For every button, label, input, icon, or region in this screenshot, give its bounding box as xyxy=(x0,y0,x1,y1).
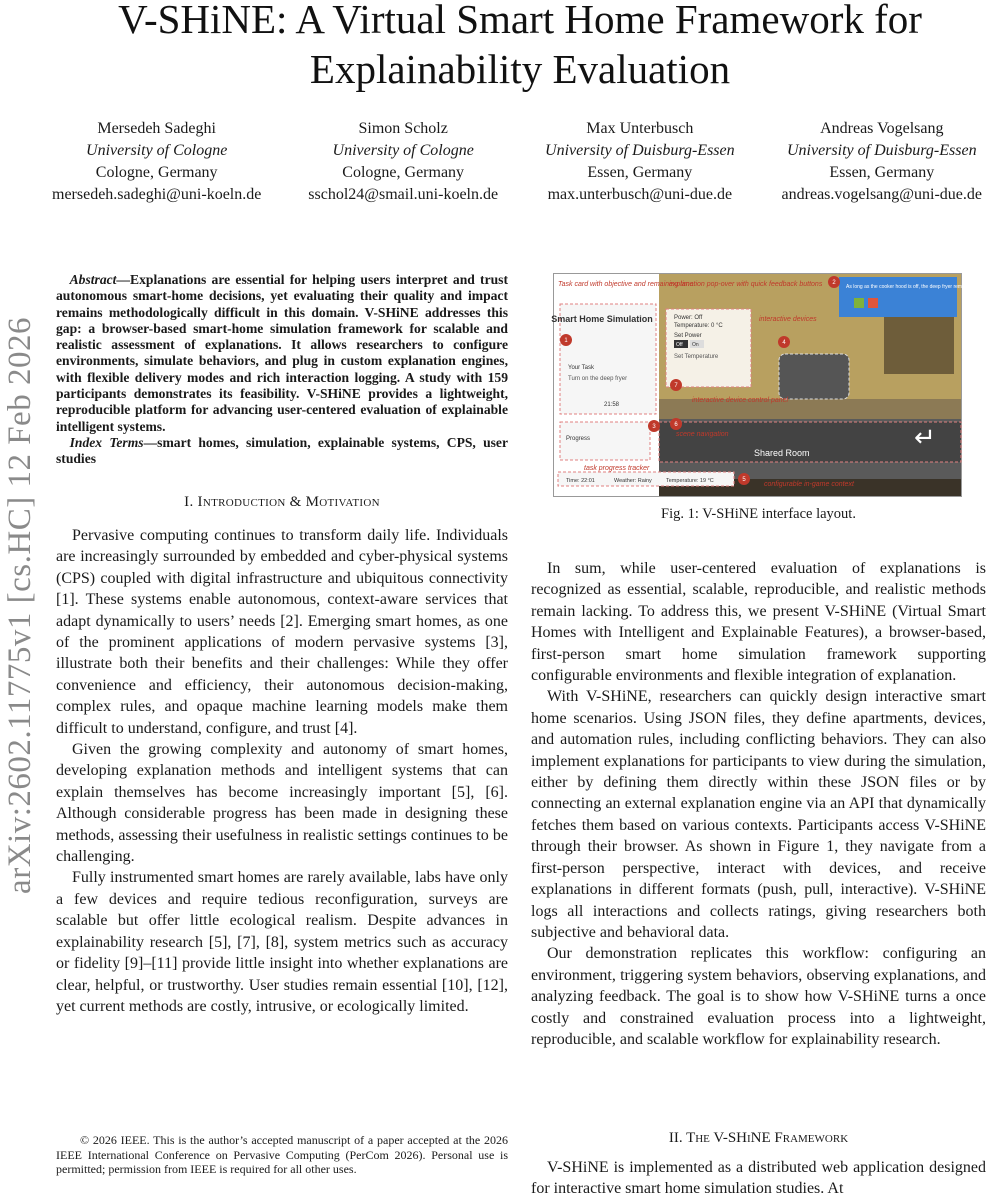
figure-caption: Fig. 1: V-SHiNE interface layout. xyxy=(661,506,856,522)
annotation-popover: explanation pop-over with quick feedback buttons xyxy=(669,281,823,288)
author-affiliation: University of Duisburg-Essen xyxy=(545,142,735,159)
context-weather: Weather: Rainy xyxy=(614,478,652,484)
index-terms-text: —smart homes, simulation, explainable systems, CPS, user studies xyxy=(56,434,508,467)
marker-label: 5 xyxy=(742,477,746,483)
task-label: Your Task xyxy=(568,365,595,371)
task-timer: 21:58 xyxy=(604,402,620,408)
author-name: Max Unterbusch xyxy=(586,120,694,137)
off-label: Off xyxy=(676,342,683,348)
author-location: Cologne, Germany xyxy=(95,164,218,181)
author-location: Essen, Germany xyxy=(587,164,693,181)
annotation-task-card: Task card with objective and remaining time xyxy=(558,281,694,288)
thumbs-up-icon xyxy=(854,298,864,308)
set-temperature-label: Set Temperature xyxy=(674,354,719,360)
paragraph: Pervasive computing continues to transform daily life. Individuals are increasingly surrounded by embedded and cyber-physical systems (CPS) coupled with digital infrastructure and ubiquitous connectivity [1]. These systems enable autonomous, context-aware services that adapt dynamically to users’ needs [2]. Emerging smart homes, as one of the prominent applications of modern pervasive systems [3], illustrate both their benefits and their challenges: While they offer convenience and efficiency, their autonomous decision-making, complex rules, and opaque machine learning models make them difficult to understand, configure, and trust [4]. xyxy=(56,526,508,737)
context-temperature: Temperature: 19 °C xyxy=(666,478,714,484)
marker-label: 7 xyxy=(674,383,678,389)
back-arrow-icon: ↵ xyxy=(914,423,936,453)
section-heading: I. Introduction & Motivation xyxy=(184,493,380,510)
author-email: mersedeh.sadeghi@uni-koeln.de xyxy=(52,186,262,203)
progress-label: Progress xyxy=(566,436,591,442)
author-email: sschol24@smail.uni-koeln.de xyxy=(308,186,499,203)
popover-text: As long as the cooker hood is off, the deep fryer remains off xyxy=(846,284,979,290)
section-heading: II. The V-SHiNE Framework xyxy=(668,1130,849,1146)
marker-label: 6 xyxy=(674,422,678,428)
annotation-task-progress: task progress tracker xyxy=(584,465,650,472)
interface-illustration xyxy=(551,274,979,496)
set-power-label: Set Power xyxy=(674,333,702,339)
arxiv-stamp: arXiv:2602.11775v1 [cs.HC] 12 Feb 2026 xyxy=(1,316,38,894)
marker-label: 1 xyxy=(564,338,568,344)
abstract-label: Abstract xyxy=(69,272,117,287)
simulation-title: Smart Home Simulation xyxy=(551,314,653,324)
room-label: Shared Room xyxy=(754,448,810,458)
paragraph: Given the growing complexity and autonomy of smart homes, developing explanation methods and intelligent systems that can explain themselves has become increasingly important [5], [6]. Although considerable progress has been made in designing these methods, assessing their usefulness in realistic settings continues to be challenging. xyxy=(56,741,508,866)
title-line-1: V-SHiNE: A Virtual Smart Home Framework for xyxy=(118,0,922,42)
left-column xyxy=(56,272,508,1017)
context-time: Time: 22:01 xyxy=(566,478,595,484)
author-name: Simon Scholz xyxy=(358,120,448,137)
marker-label: 3 xyxy=(652,424,656,430)
paragraph: V-SHiNE is implemented as a distributed web application designed for interactive smart home simulation studies. At xyxy=(531,1159,986,1198)
paragraph: With V-SHiNE, researchers can quickly design interactive smart home scenarios. Using JSON files, they define apartments, devices, and automation rules, including conflicting behaviors. They can also implement explanations for participants to view during the simulation, either by defining them directly within these JSON files or by connecting an external explanation engine via an API that dynamically fetches them based on various contexts. Participants access V-SHiNE through their browser. As shown in Figure 1, they navigate from a first-person perspective, interact with devices, and receive explanations in different formats (push, pull, interactive). V-SHiNE logs all interactions and collects ratings, giving researchers both subjective and behavioral data. xyxy=(531,688,986,941)
author-email: andreas.vogelsang@uni-due.de xyxy=(781,186,982,203)
author-affiliation: University of Cologne xyxy=(332,142,474,159)
task-text: Turn on the deep fryer xyxy=(568,376,628,382)
author-email: max.unterbusch@uni-due.de xyxy=(547,186,733,203)
marker-label: 4 xyxy=(782,340,786,346)
author xyxy=(545,118,735,206)
power-status: Power: Off xyxy=(674,315,703,321)
author xyxy=(308,118,498,206)
author-name: Andreas Vogelsang xyxy=(820,120,944,137)
right-column xyxy=(531,558,986,1050)
explanation-popover xyxy=(839,277,957,317)
thumbs-down-icon xyxy=(868,298,878,308)
figure-1 xyxy=(551,273,979,497)
annotation-devices: interactive devices xyxy=(759,316,817,323)
paragraph: Our demonstration replicates this workflow: configuring an environment, triggering system behaviors, observing explanations, and analyzing feedback. The goal is to show how V-SHiNE turns a once costly and constrained evaluation process into a lightweight, reproducible, and scalable workflow for explainability research. xyxy=(531,945,986,1048)
abstract xyxy=(56,272,508,435)
paper-title xyxy=(60,0,980,94)
marker-label: 2 xyxy=(832,280,836,286)
author-affiliation: University of Cologne xyxy=(86,142,228,159)
author-affiliation: University of Duisburg-Essen xyxy=(786,142,977,159)
abstract-text: —Explanations are essential for helping users interpret and trust autonomous smart-home decisions, yet evaluating their quality and impact remains methodologically difficult in this domain. V-SHiNE addresses this gap: a browser-based smart-home simulation framework for scalable and realistic assessment of explanations. It allows researchers to configure environments, simulate behaviors, and plug in custom explanation engines, with flexible delivery modes and rich interaction logging. A study with 159 participants demonstrates its feasibility. V-SHiNE provides a lightweight, reproducible platform for advancing user-centered evaluation of explainable intelligent systems. xyxy=(56,272,508,434)
temperature-status: Temperature: 0 °C xyxy=(674,323,723,329)
copyright-notice: © 2026 IEEE. This is the author’s accepted manuscript of a paper accepted at the 2026 IEEE International Conference on Pervasive Computing (PerCom 2026). Personal use is permitted; permission from IEEE is required for all other uses. xyxy=(56,1133,508,1177)
author xyxy=(52,118,261,206)
title-line-2: Explainability Evaluation xyxy=(309,46,731,92)
deep-fryer xyxy=(779,354,849,399)
annotation-control-panel: interactive device control panel xyxy=(692,397,789,404)
paragraph: Fully instrumented smart homes are rarely available, labs have only a few devices and require tedious reconfiguration, surveys are scalable but offer little ecological realism. Despite advances in explainability research [5], [7], [8], system metrics such as accuracy or fidelity [9]–[11] provide little insight into whether explanations are clear, helpful, or trustworthy. User studies remain essential [10], [12], yet current methods are costly, intrusive, or ecologically limited. xyxy=(56,869,508,1015)
paragraph: In sum, while user-centered evaluation of explanations is recognized as essential, scalable, reproducible, and realistic methods remain lacking. To address this, we present V-SHiNE (Virtual Smart Homes with Intelligent and Explainable Features), a browser-based, first-person smart home simulation framework supporting configurable environments and flexible integration of explanation. xyxy=(531,560,986,685)
author-location: Essen, Germany xyxy=(829,164,935,181)
author-location: Cologne, Germany xyxy=(342,164,465,181)
on-label: On xyxy=(692,342,699,348)
index-terms-label: Index Terms xyxy=(69,434,144,450)
author xyxy=(782,118,982,206)
author-block xyxy=(52,118,982,206)
index-terms xyxy=(56,435,508,468)
author-name: Mersedeh Sadeghi xyxy=(97,120,216,137)
annotation-scene-navigation: scene navigation xyxy=(676,431,729,438)
annotation-context: configurable in-game context xyxy=(764,481,854,488)
